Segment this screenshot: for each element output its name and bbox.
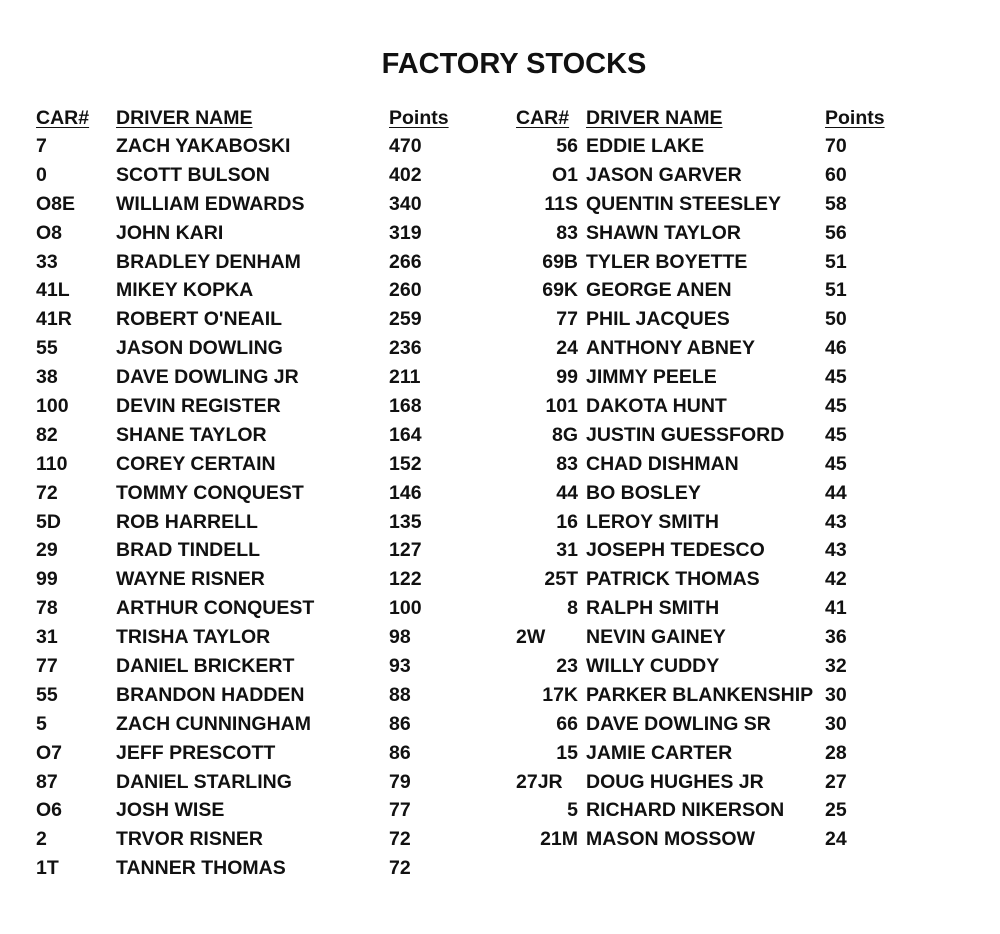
driver-name: NEVIN GAINEY xyxy=(586,626,726,649)
table-row xyxy=(516,450,986,479)
points-value: 51 xyxy=(825,279,847,302)
table-row xyxy=(516,392,986,421)
driver-name: ROB HARRELL xyxy=(116,510,258,533)
table-row xyxy=(36,276,506,305)
driver-name: QUENTIN STEESLEY xyxy=(586,192,782,215)
driver-name: PARKER BLANKENSHIP xyxy=(586,683,814,706)
table-row xyxy=(36,825,506,854)
points-value: 146 xyxy=(389,481,422,504)
table-row xyxy=(36,219,506,248)
points-value: 260 xyxy=(389,279,422,302)
car-number: 66 xyxy=(556,712,578,735)
car-number: 25T xyxy=(544,568,578,591)
car-number: 31 xyxy=(556,539,578,562)
points-value: 45 xyxy=(825,423,847,446)
table-row xyxy=(36,132,506,161)
points-value: 27 xyxy=(825,770,847,793)
points-value: 135 xyxy=(389,510,422,533)
car-number: 99 xyxy=(556,366,578,389)
table-row xyxy=(516,681,986,710)
points-header: Points xyxy=(825,107,885,129)
car-number: 29 xyxy=(36,539,58,562)
car-number: 27JR xyxy=(516,770,563,793)
points-header: Points xyxy=(389,107,449,129)
driver-name: BRANDON HADDEN xyxy=(116,683,305,706)
table-header xyxy=(516,104,986,132)
driver-name: LEROY SMITH xyxy=(586,510,719,533)
table-row xyxy=(516,623,986,652)
points-value: 42 xyxy=(825,568,847,591)
car-number: 44 xyxy=(556,481,578,504)
car-number: 99 xyxy=(36,568,58,591)
driver-name: DOUG HUGHES JR xyxy=(586,770,764,793)
driver-name: BRADLEY DENHAM xyxy=(116,250,301,273)
car-number: 83 xyxy=(556,452,578,475)
standings-table-left xyxy=(36,104,506,883)
driver-name: DANIEL BRICKERT xyxy=(116,655,295,678)
table-header xyxy=(36,104,506,132)
car-number: 78 xyxy=(36,597,58,620)
table-row xyxy=(36,450,506,479)
table-row xyxy=(516,334,986,363)
points-value: 168 xyxy=(389,395,422,418)
driver-name: MIKEY KOPKA xyxy=(116,279,254,302)
table-row xyxy=(516,796,986,825)
table-body xyxy=(516,132,986,854)
table-row xyxy=(36,421,506,450)
points-value: 77 xyxy=(389,799,411,822)
table-row xyxy=(36,565,506,594)
points-value: 30 xyxy=(825,683,847,706)
car-number: 82 xyxy=(36,423,58,446)
points-value: 402 xyxy=(389,163,422,186)
driver-name: RALPH SMITH xyxy=(586,597,720,620)
car-number: 69B xyxy=(542,250,578,273)
points-value: 24 xyxy=(825,828,847,851)
table-row xyxy=(36,681,506,710)
points-value: 60 xyxy=(825,163,847,186)
driver-name: WILLY CUDDY xyxy=(586,655,720,678)
table-row xyxy=(516,219,986,248)
points-value: 164 xyxy=(389,423,422,446)
points-value: 86 xyxy=(389,712,411,735)
points-value: 45 xyxy=(825,452,847,475)
driver-name: ROBERT O'NEAIL xyxy=(116,308,283,331)
driver-name: TANNER THOMAS xyxy=(116,857,286,880)
points-value: 72 xyxy=(389,857,411,880)
driver-name: PATRICK THOMAS xyxy=(586,568,760,591)
car-number: 72 xyxy=(36,481,58,504)
driver-name: SCOTT BULSON xyxy=(116,163,270,186)
driver-name: BRAD TINDELL xyxy=(116,539,261,562)
driver-name: SHANE TAYLOR xyxy=(116,423,267,446)
table-row xyxy=(516,768,986,797)
points-value: 152 xyxy=(389,452,422,475)
driver-name-header: DRIVER NAME xyxy=(586,107,723,129)
driver-name: COREY CERTAIN xyxy=(116,452,276,475)
driver-name: JAMIE CARTER xyxy=(586,741,733,764)
driver-name: TRISHA TAYLOR xyxy=(116,626,271,649)
table-row xyxy=(36,334,506,363)
points-value: 43 xyxy=(825,510,847,533)
driver-name: DAVE DOWLING SR xyxy=(586,712,771,735)
driver-name: PHIL JACQUES xyxy=(586,308,730,331)
car-number: 87 xyxy=(36,770,58,793)
points-value: 32 xyxy=(825,655,847,678)
car-number: 8 xyxy=(567,597,578,620)
driver-name: JUSTIN GUESSFORD xyxy=(586,423,785,446)
table-row xyxy=(516,739,986,768)
table-row xyxy=(516,652,986,681)
points-value: 28 xyxy=(825,741,847,764)
table-row xyxy=(36,594,506,623)
table-row xyxy=(516,161,986,190)
points-value: 211 xyxy=(389,366,421,389)
car-number: O1 xyxy=(551,163,578,186)
car-number: O6 xyxy=(36,799,63,822)
car-number: 17K xyxy=(542,683,578,706)
points-value: 340 xyxy=(389,192,422,215)
driver-name: WAYNE RISNER xyxy=(116,568,265,591)
driver-name: WILLIAM EDWARDS xyxy=(116,192,305,215)
driver-name: JASON DOWLING xyxy=(116,337,283,360)
table-row xyxy=(36,161,506,190)
table-row xyxy=(516,363,986,392)
points-value: 86 xyxy=(389,741,411,764)
driver-name-header: DRIVER NAME xyxy=(116,107,253,129)
table-row xyxy=(36,479,506,508)
points-value: 266 xyxy=(389,250,422,273)
driver-name: ZACH CUNNINGHAM xyxy=(116,712,311,735)
table-row xyxy=(36,739,506,768)
car-number: 2W xyxy=(516,626,546,649)
points-value: 51 xyxy=(825,250,847,273)
driver-name: JOHN KARI xyxy=(116,221,224,244)
points-value: 127 xyxy=(389,539,422,562)
car-number: 101 xyxy=(545,395,578,418)
car-number: 69K xyxy=(542,279,578,302)
points-value: 58 xyxy=(825,192,847,215)
points-value: 72 xyxy=(389,828,411,851)
driver-name: JOSH WISE xyxy=(116,799,225,822)
car-number: 11S xyxy=(544,192,578,215)
car-number: 41R xyxy=(36,308,72,331)
table-row xyxy=(516,248,986,277)
table-row xyxy=(36,768,506,797)
car-number: 15 xyxy=(556,741,578,764)
car-number: 16 xyxy=(556,510,578,533)
points-value: 46 xyxy=(825,337,847,360)
car-number: 110 xyxy=(36,452,68,475)
points-value: 45 xyxy=(825,366,847,389)
points-value: 36 xyxy=(825,626,847,649)
driver-name: SHAWN TAYLOR xyxy=(586,221,741,244)
driver-name: TYLER BOYETTE xyxy=(586,250,748,273)
points-value: 30 xyxy=(825,712,847,735)
car-number: 5D xyxy=(36,510,61,533)
car-number: 41L xyxy=(36,279,70,302)
table-row xyxy=(516,305,986,334)
car-number: 33 xyxy=(36,250,58,273)
table-row xyxy=(516,276,986,305)
car-number: 23 xyxy=(556,655,578,678)
table-row xyxy=(36,508,506,537)
driver-name: ZACH YAKABOSKI xyxy=(116,135,291,157)
table-row xyxy=(36,190,506,219)
driver-name: DAKOTA HUNT xyxy=(586,395,727,418)
table-row xyxy=(36,854,506,883)
table-row xyxy=(36,623,506,652)
car-number: 2 xyxy=(36,828,47,851)
driver-name: BO BOSLEY xyxy=(586,481,701,504)
driver-name: DAVE DOWLING JR xyxy=(116,366,299,389)
table-row xyxy=(516,565,986,594)
car-number: 7 xyxy=(36,135,47,157)
points-value: 25 xyxy=(825,799,847,822)
table-row xyxy=(36,536,506,565)
driver-name: EDDIE LAKE xyxy=(586,135,705,157)
points-value: 236 xyxy=(389,337,422,360)
car-number: 31 xyxy=(36,626,58,649)
driver-name: TRVOR RISNER xyxy=(116,828,263,851)
table-row xyxy=(516,421,986,450)
table-row xyxy=(516,536,986,565)
table-row xyxy=(516,132,986,161)
car-number: 77 xyxy=(36,655,58,678)
table-row xyxy=(36,363,506,392)
car-number: 55 xyxy=(36,683,58,706)
driver-name: GEORGE ANEN xyxy=(586,279,732,302)
driver-name: ANTHONY ABNEY xyxy=(586,337,756,360)
car-number: 24 xyxy=(556,337,578,360)
table-row xyxy=(516,594,986,623)
table-row xyxy=(36,796,506,825)
car-number: 56 xyxy=(556,135,578,157)
page-title: FACTORY STOCKS xyxy=(381,48,647,80)
driver-name: TOMMY CONQUEST xyxy=(116,481,304,504)
car-number: 83 xyxy=(556,221,578,244)
points-value: 45 xyxy=(825,395,847,418)
car-number: 5 xyxy=(36,712,47,735)
points-value: 100 xyxy=(389,597,422,620)
table-row xyxy=(36,392,506,421)
driver-name: CHAD DISHMAN xyxy=(586,452,739,475)
points-value: 88 xyxy=(389,683,411,706)
table-row xyxy=(36,710,506,739)
driver-name: MASON MOSSOW xyxy=(586,828,755,851)
points-value: 43 xyxy=(825,539,847,562)
car-number: 21M xyxy=(540,828,578,851)
points-value: 50 xyxy=(825,308,847,331)
car-number: 8G xyxy=(551,423,578,446)
driver-name: JEFF PRESCOTT xyxy=(116,741,276,764)
table-row xyxy=(36,248,506,277)
driver-name: DEVIN REGISTER xyxy=(116,395,281,418)
standings-table-right xyxy=(516,104,986,854)
driver-name: RICHARD NIKERSON xyxy=(586,799,785,822)
points-value: 319 xyxy=(389,221,422,244)
table-row xyxy=(36,305,506,334)
table-body xyxy=(36,132,506,883)
points-value: 41 xyxy=(825,597,847,620)
car-number: 55 xyxy=(36,337,58,360)
car-number: O7 xyxy=(36,741,63,764)
driver-name: JASON GARVER xyxy=(586,163,742,186)
car-number: O8 xyxy=(36,221,63,244)
points-value: 470 xyxy=(389,135,422,157)
car-number: 0 xyxy=(36,163,47,186)
car-number-header: CAR# xyxy=(36,107,90,129)
table-row xyxy=(516,825,986,854)
car-number: 100 xyxy=(36,395,69,418)
points-value: 122 xyxy=(389,568,422,591)
table-row xyxy=(516,479,986,508)
car-number-header: CAR# xyxy=(516,107,570,129)
points-value: 79 xyxy=(389,770,411,793)
table-row xyxy=(36,652,506,681)
car-number: 5 xyxy=(567,799,578,822)
car-number: 77 xyxy=(556,308,578,331)
car-number: 1T xyxy=(36,857,59,880)
points-value: 259 xyxy=(389,308,422,331)
driver-name: DANIEL STARLING xyxy=(116,770,292,793)
car-number: 38 xyxy=(36,366,58,389)
points-value: 70 xyxy=(825,135,847,157)
driver-name: JOSEPH TEDESCO xyxy=(586,539,765,562)
points-value: 93 xyxy=(389,655,411,678)
car-number: O8E xyxy=(36,192,76,215)
points-value: 56 xyxy=(825,221,847,244)
table-row xyxy=(516,508,986,537)
points-value: 44 xyxy=(825,481,847,504)
table-row xyxy=(516,190,986,219)
table-row xyxy=(516,710,986,739)
driver-name: ARTHUR CONQUEST xyxy=(116,597,315,620)
points-value: 98 xyxy=(389,626,411,649)
driver-name: JIMMY PEELE xyxy=(586,366,717,389)
